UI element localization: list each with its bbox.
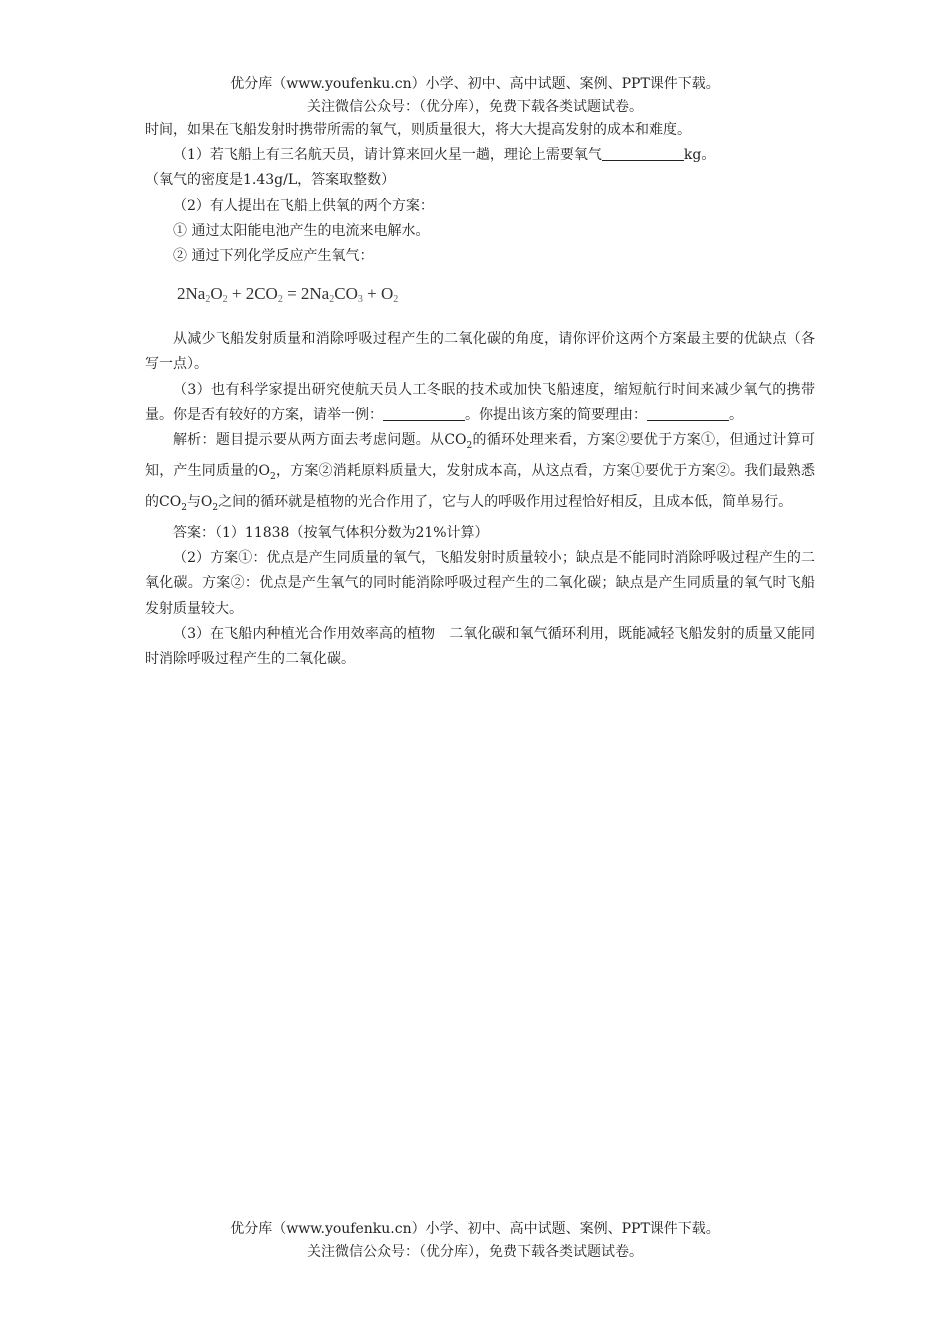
eq-subscript: 3 xyxy=(357,294,363,306)
analysis-subscript: 2 xyxy=(181,502,187,513)
analysis-text: 与O xyxy=(186,494,213,511)
question-1 xyxy=(145,143,815,168)
chemical-equation xyxy=(177,279,815,315)
analysis-subscript: 2 xyxy=(212,502,219,513)
analysis-text: 的循环处理来看，方案②要优于方案①，但通过计算可知，产生同质量的O xyxy=(145,432,815,480)
page-header xyxy=(0,73,950,119)
eq-subscript: 2 xyxy=(393,294,399,306)
eq-term: + 2CO xyxy=(227,284,278,304)
header-line-1: 优分库（www.youfenku.cn）小学、初中、高中试题、案例、PPT课件下载。 xyxy=(230,76,720,92)
eq-term: CO xyxy=(334,284,358,304)
eq-subscript: 2 xyxy=(277,294,283,306)
page-footer xyxy=(0,1218,950,1264)
eq-subscript: 2 xyxy=(205,294,211,306)
paragraph-continuation: 时间，如果在飞船发射时携带所需的氧气，则质量很大，将大大提高发射的成本和难度。 xyxy=(145,122,691,138)
eq-term: = 2Na xyxy=(282,284,330,304)
question-3-end: 。 xyxy=(729,406,743,423)
question-3 xyxy=(145,378,815,428)
question-1-unit: kg。 xyxy=(683,147,716,164)
question-1-note: （氧气的密度是1.43g/L，答案取整数） xyxy=(145,172,396,189)
analysis-text: ，方案②消耗原料质量大，发射成本高，从这点看，方案①要优于方案②。我们最熟悉的CO xyxy=(145,463,816,511)
analysis-text: 之间的循环就是植物的光合作用了，它与人的呼吸作用过程恰好相反，且成本低，简单易行。 xyxy=(218,494,793,511)
eq-subscript: 2 xyxy=(222,294,228,306)
analysis-subscript: 2 xyxy=(466,440,473,451)
question-3-text-2: 。你提出该方案的简要理由： xyxy=(465,406,647,423)
question-2-option-2: ② 通过下列化学反应产生氧气： xyxy=(173,248,374,265)
analysis-paragraph xyxy=(145,428,815,521)
answer-blank-1 xyxy=(602,146,684,161)
eq-term: + O xyxy=(362,284,394,304)
answer-blank-3 xyxy=(647,406,729,421)
eq-term: O xyxy=(210,284,223,304)
analysis-subscript: 2 xyxy=(270,471,276,482)
question-2-intro: （2）有人提出在飞船上供氧的两个方案： xyxy=(173,197,434,214)
analysis-text: 解析：题目提示要从两方面去考虑问题。从CO xyxy=(173,432,467,449)
question-2-option-1: ① 通过太阳能电池产生的电流来电解水。 xyxy=(173,222,430,239)
question-3-text: （3）也有科学家提出研究使航天员人工冬眠的技术或加快飞船速度，缩短航行时间来减少氧气的携带量。你是否有较好的方案，请举一例： xyxy=(145,381,815,423)
answer-3: （3）在飞船内种植光合作用效率高的植物 二氧化碳和氧气循环利用，既能减轻飞船发射的质量又能同时消除呼吸过程产生的二氧化碳。 xyxy=(145,625,815,668)
header-line-2: 关注微信公众号：（优分库），免费下载各类试题试卷。 xyxy=(307,99,643,115)
question-1-text: （1）若飞船上有三名航天员，请计算来回火星一趟，理论上需要氧气 xyxy=(173,147,602,164)
question-2-prompt: 从减少飞船发射质量和消除呼吸过程产生的二氧化碳的角度，请你评价这两个方案最主要的优缺点（各写一点）。 xyxy=(145,331,815,373)
eq-subscript: 2 xyxy=(329,294,335,306)
footer-line-1: 优分库（www.youfenku.cn）小学、初中、高中试题、案例、PPT课件下载。 xyxy=(230,1221,720,1237)
document-body xyxy=(145,118,815,672)
eq-term: 2Na xyxy=(177,284,206,304)
answer-blank-2 xyxy=(383,406,465,421)
answer-1: 答案：（1）11838（按氧气体积分数为21%计算） xyxy=(173,525,489,542)
footer-line-2: 关注微信公众号：（优分库），免费下载各类试题试卷。 xyxy=(307,1244,643,1260)
answer-2: （2）方案①：优点是产生同质量的氧气，飞船发射时质量较小；缺点是不能同时消除呼吸过程产生的二氧化碳。方案②：优点是产生氧气的同时能消除呼吸过程产生的二氧化碳；缺点是产生同质量的氧气时飞船发射质量较大。 xyxy=(145,550,815,617)
